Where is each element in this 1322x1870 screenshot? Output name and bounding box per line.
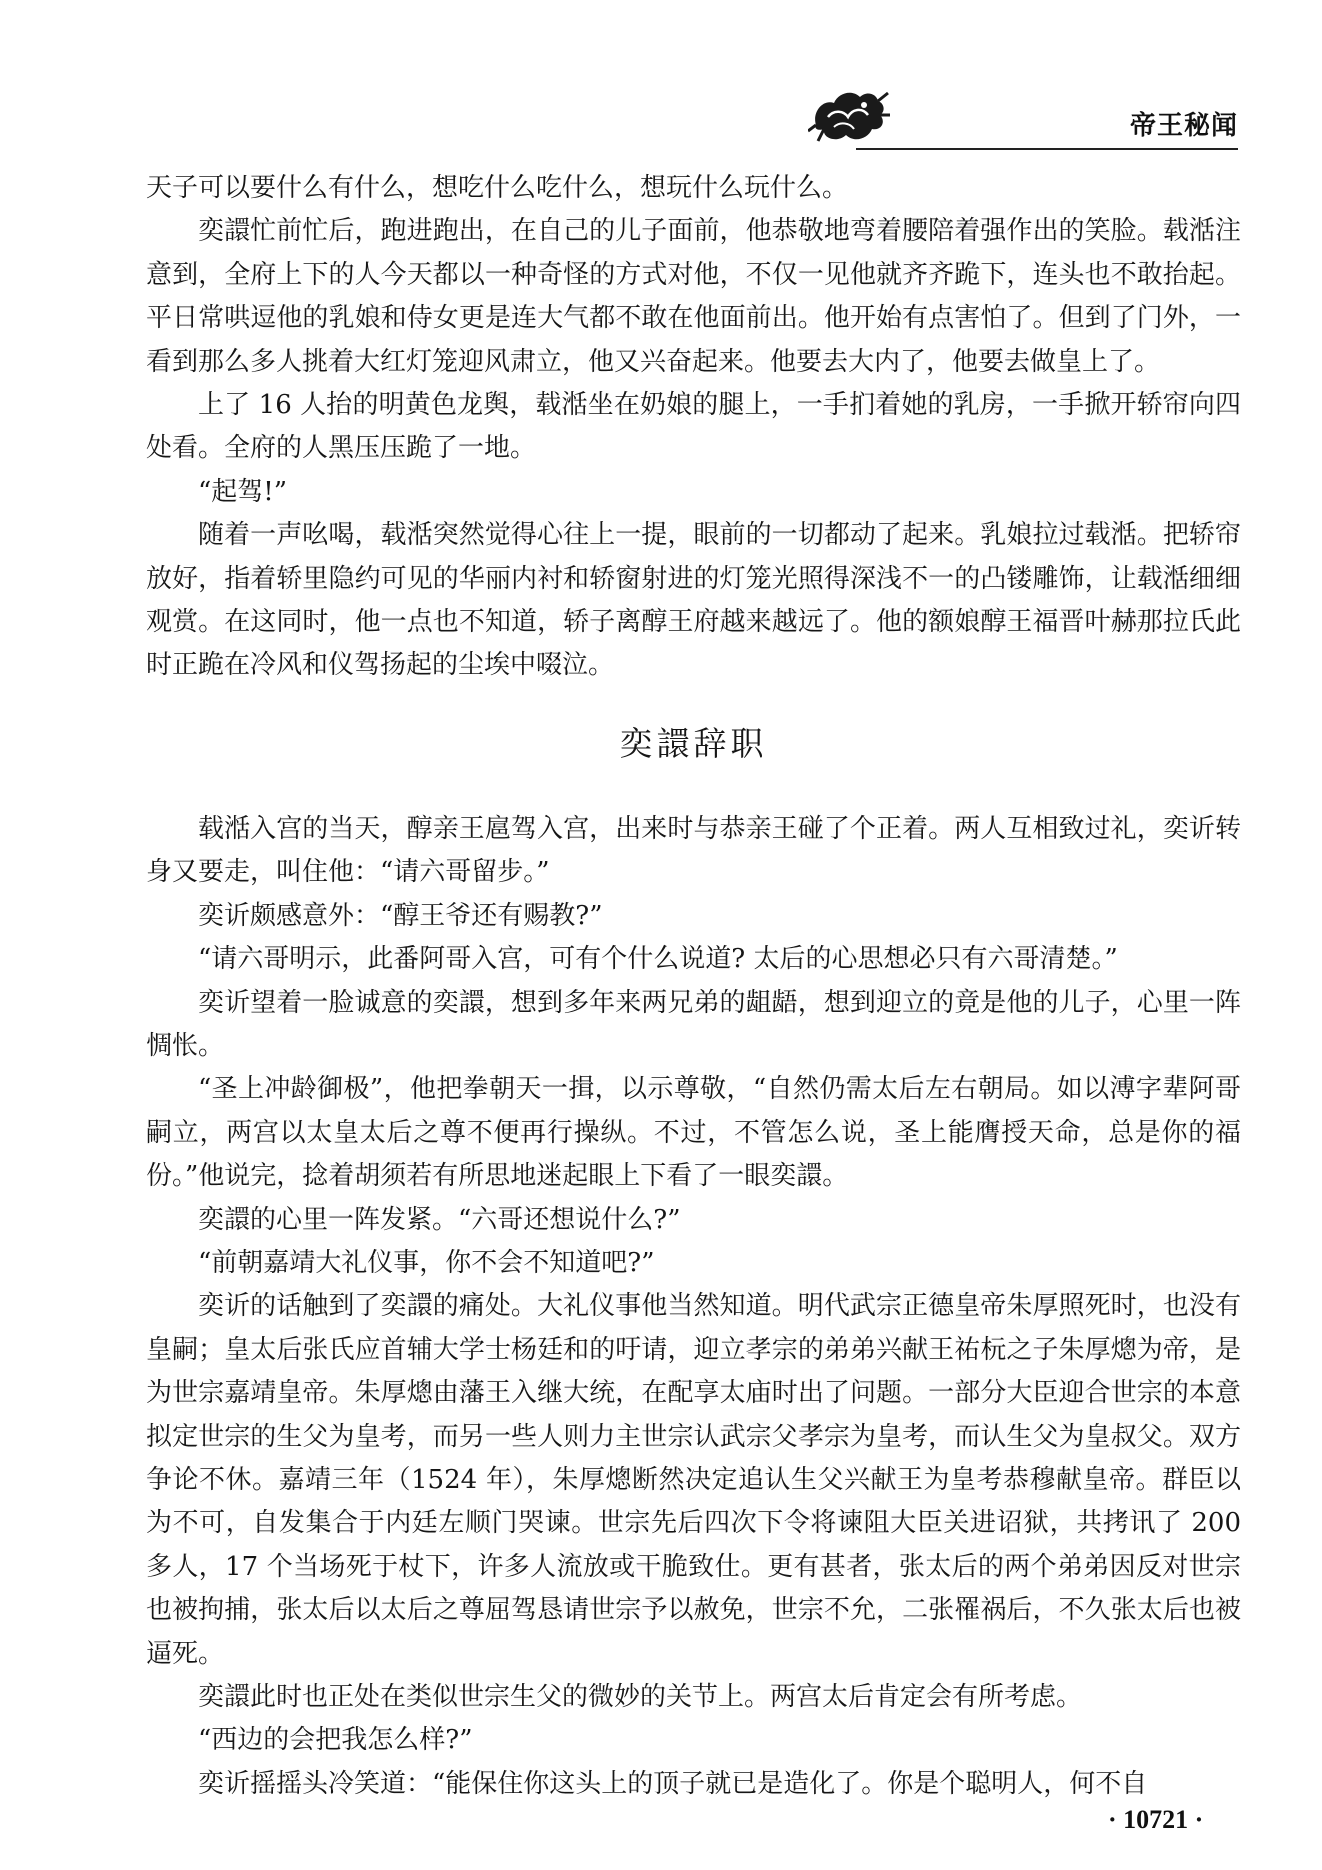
paragraph: 随着一声吆喝，载湉突然觉得心往上一提，眼前的一切都动了起来。乳娘拉过载湉。把轿帘放好，指着轿里隐约可见的华丽内衬和轿窗射进的灯笼光照得深浅不一的凸镂雕饰，让载湉细细观赏。在这同时，他一点也不知道，轿子离醇王府越来越远了。他的额娘醇王福晋叶赫那拉氏此时正跪在冷风和仪驾扬起的尘埃中啜泣。	[146, 520, 1241, 681]
paragraph: 上了 16 人抬的明黄色龙舆，载湉坐在奶娘的腿上，一手扪着她的乳房，一手掀开轿帘向四处看。全府的人黑压压跪了一地。	[146, 390, 1241, 464]
paragraph: “请六哥明示，此番阿哥入宫，可有个什么说道? 太后的心思想必只有六哥清楚。”	[198, 944, 1118, 975]
paragraph: 奕䜣颇感意外：“醇王爷还有赐教?”	[198, 900, 603, 931]
paragraph: “西边的会把我怎么样?”	[198, 1725, 473, 1756]
paragraph: 奕譞的心里一阵发紧。“六哥还想说什么?”	[198, 1204, 681, 1235]
page-header	[808, 85, 1238, 145]
paragraph: 天子可以要什么有什么，想吃什么吃什么，想玩什么玩什么。	[146, 173, 849, 203]
page-number: · 10721 ·	[1108, 1805, 1204, 1834]
section-title: 奕譞辞职	[619, 723, 768, 763]
paragraph: 奕譞忙前忙后，跑进跑出，在自己的儿子面前，他恭敬地弯着腰陪着强作出的笑脸。载湉注意到，全府上下的人今天都以一种奇怪的方式对他，不仅一见他就齐齐跪下，连头也不敢抬起。平日常哄逗他的乳娘和侍女更是连大气都不敢在他面前出。他开始有点害怕了。但到了门外，一看到那么多人挑着大红灯笼迎风肃立，他又兴奋起来。他要去大内了，他要去做皇上了。	[146, 216, 1241, 377]
paragraph: 奕譞此时也正处在类似世宗生父的微妙的关节上。两宫太后肯定会有所考虑。	[198, 1682, 1083, 1712]
paragraph: 奕䜣摇摇头冷笑道：“能保住你这头上的顶子就已是造化了。你是个聪明人，何不自	[198, 1768, 1148, 1799]
running-title: 帝王秘闻	[1129, 111, 1238, 141]
paragraph: 载湉入宫的当天，醇亲王扈驾入宫，出来时与恭亲王碰了个正着。两人互相致过礼，奕䜣转身又要走，叫住他：“请六哥留步。”	[146, 813, 1241, 888]
article-body	[146, 167, 1241, 1806]
paragraph: “圣上冲龄御极”，他把拳朝天一揖，以示尊敬，“自然仍需太后左右朝局。如以溥字辈阿哥嗣立，两宫以太皇太后之尊不便再行操纵。不过，不管怎么说，圣上能膺授天命，总是你的福份。”他说完，捻着胡须若有所思地迷起眼上下看了一眼奕譞。	[146, 1074, 1241, 1192]
dragon-emblem-icon	[808, 85, 890, 147]
paragraph: 奕䜣望着一脸诚意的奕譞，想到多年来两兄弟的龃龉，想到迎立的竟是他的儿子，心里一阵惆怅。	[146, 987, 1241, 1061]
paragraph: “起驾!”	[198, 476, 288, 507]
header-rule	[856, 148, 1238, 150]
paragraph: “前朝嘉靖大礼仪事，你不会不知道吧?”	[198, 1247, 655, 1278]
paragraph: 奕䜣的话触到了奕譞的痛处。大礼仪事他当然知道。明代武宗正德皇帝朱厚照死时，也没有皇嗣；皇太后张氏应首辅大学士杨廷和的吁请，迎立孝宗的弟弟兴献王祐杬之子朱厚熜为帝，是为世宗嘉靖皇帝。朱厚熜由藩王入继大统，在配享太庙时出了问题。一部分大臣迎合世宗的本意拟定世宗的生父为皇考，而另一些人则力主世宗认武宗父孝宗为皇考，而认生父为皇叔父。双方争论不休。嘉靖三年（1524 年），朱厚熜断然决定追认生父兴献王为皇考恭穆献皇帝。群臣以为不可，自发集合于内廷左顺门哭谏。世宗先后四次下令将谏阻大臣关进诏狱，共拷讯了 200 多人，17 个当场死于杖下，许多人流放或干脆致仕。更有甚者，张太后的两个弟弟因反对世宗也被拘捕，张太后以太后之尊屈驾恳请世宗予以赦免，世宗不允，二张罹祸后，不久张太后也被逼死。	[146, 1291, 1241, 1669]
